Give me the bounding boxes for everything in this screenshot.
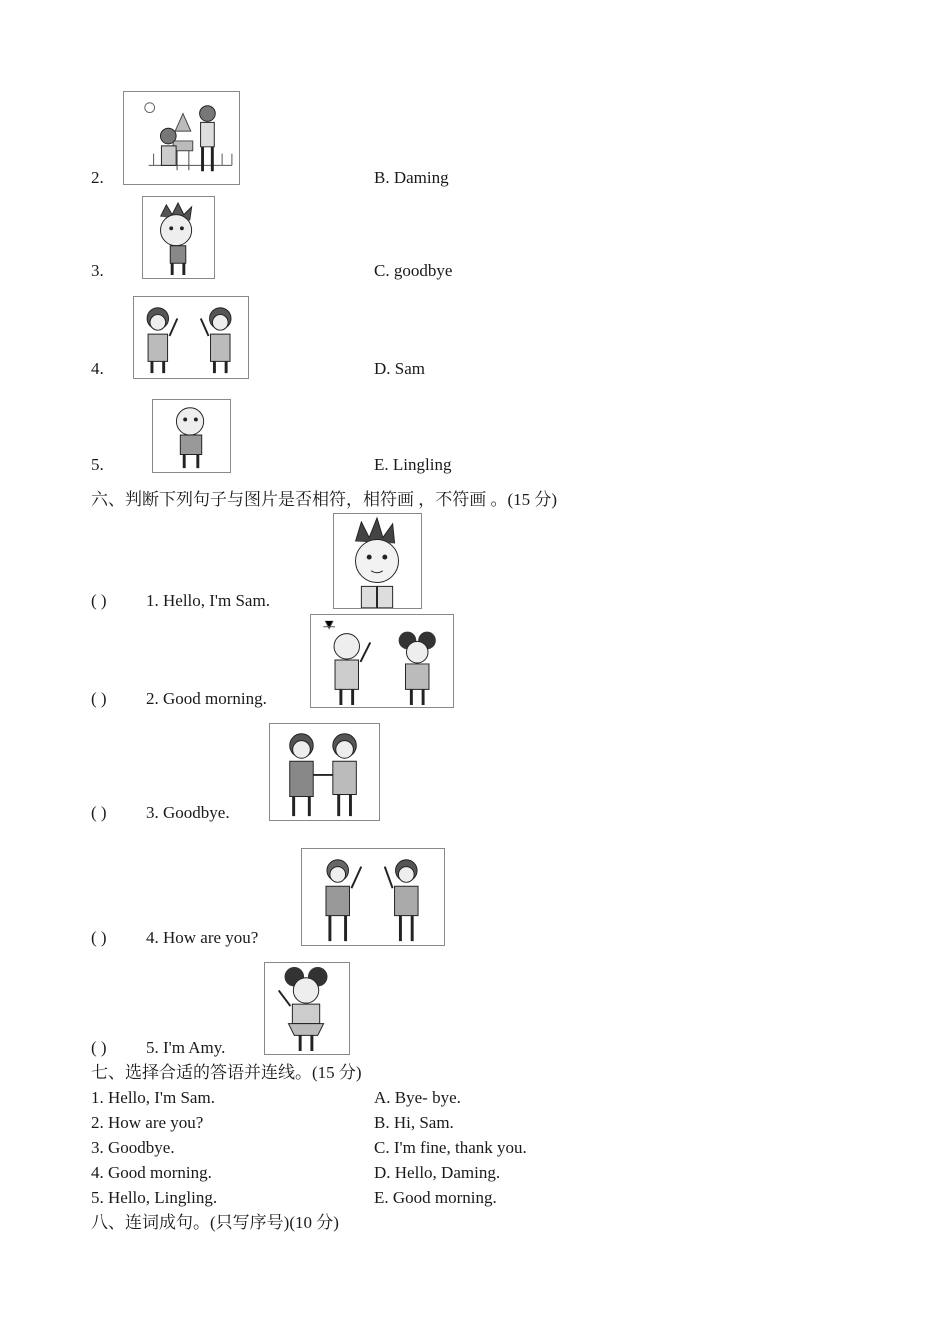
s7-answer-a: A. Bye- bye. (374, 1088, 461, 1107)
s7-question-2: 2. How are you? (91, 1113, 204, 1132)
s6-paren-2[interactable]: ( ) (91, 689, 107, 708)
s6-paren-3[interactable]: ( ) (91, 803, 107, 822)
section-6-heading: 六、判断下列句子与图片是否相符，相符画 ，不符画 。(15 分) (91, 490, 558, 509)
picture-3-boy-spiky-hair (142, 196, 215, 279)
s7-answer-e: E. Good morning. (374, 1188, 497, 1207)
matching-num-5: 5. (91, 455, 104, 474)
matching-option-b: B. Daming (374, 168, 449, 187)
matching-option-c: C. goodbye (374, 261, 453, 280)
matching-option-e: E. Lingling (374, 455, 452, 474)
s7-answer-c: C. I'm fine, thank you. (374, 1138, 527, 1157)
s7-answer-b: B. Hi, Sam. (374, 1113, 454, 1132)
s6-paren-4[interactable]: ( ) (91, 928, 107, 947)
picture-s6-2-boy-and-girl-waving (310, 614, 454, 708)
s7-question-1: 1. Hello, I'm Sam. (91, 1088, 215, 1107)
matching-num-4: 4. (91, 359, 104, 378)
s7-question-4: 4. Good morning. (91, 1163, 212, 1182)
s7-answer-d: D. Hello, Daming. (374, 1163, 501, 1182)
picture-4-two-girls-waving (133, 296, 249, 379)
s6-paren-1[interactable]: ( ) (91, 591, 107, 610)
picture-s6-1-boy-spiky-hair (333, 513, 422, 609)
section-7-heading: 七、选择合适的答语并连线。(15 分) (91, 1063, 362, 1082)
matching-num-2: 2. (91, 168, 104, 187)
picture-5-bald-boy (152, 399, 231, 473)
s6-sentence-1: 1. Hello, I'm Sam. (146, 591, 270, 610)
s6-sentence-5: 5. I'm Amy. (146, 1038, 226, 1057)
matching-num-3: 3. (91, 261, 104, 280)
s6-paren-5[interactable]: ( ) (91, 1038, 107, 1057)
picture-2-people-at-park (123, 91, 240, 185)
matching-option-d: D. Sam (374, 359, 425, 378)
s6-sentence-2: 2. Good morning. (146, 689, 267, 708)
s6-sentence-4: 4. How are you? (146, 928, 259, 947)
picture-s6-3-adults-shaking-hands (269, 723, 380, 821)
s7-question-3: 3. Goodbye. (91, 1138, 175, 1157)
picture-s6-4-two-kids-waving (301, 848, 445, 946)
section-8-heading: 八、连词成句。(只写序号)(10 分) (91, 1213, 339, 1232)
picture-s6-5-girl-waving (264, 962, 350, 1055)
s6-sentence-3: 3. Goodbye. (146, 803, 230, 822)
s7-question-5: 5. Hello, Lingling. (91, 1188, 218, 1207)
